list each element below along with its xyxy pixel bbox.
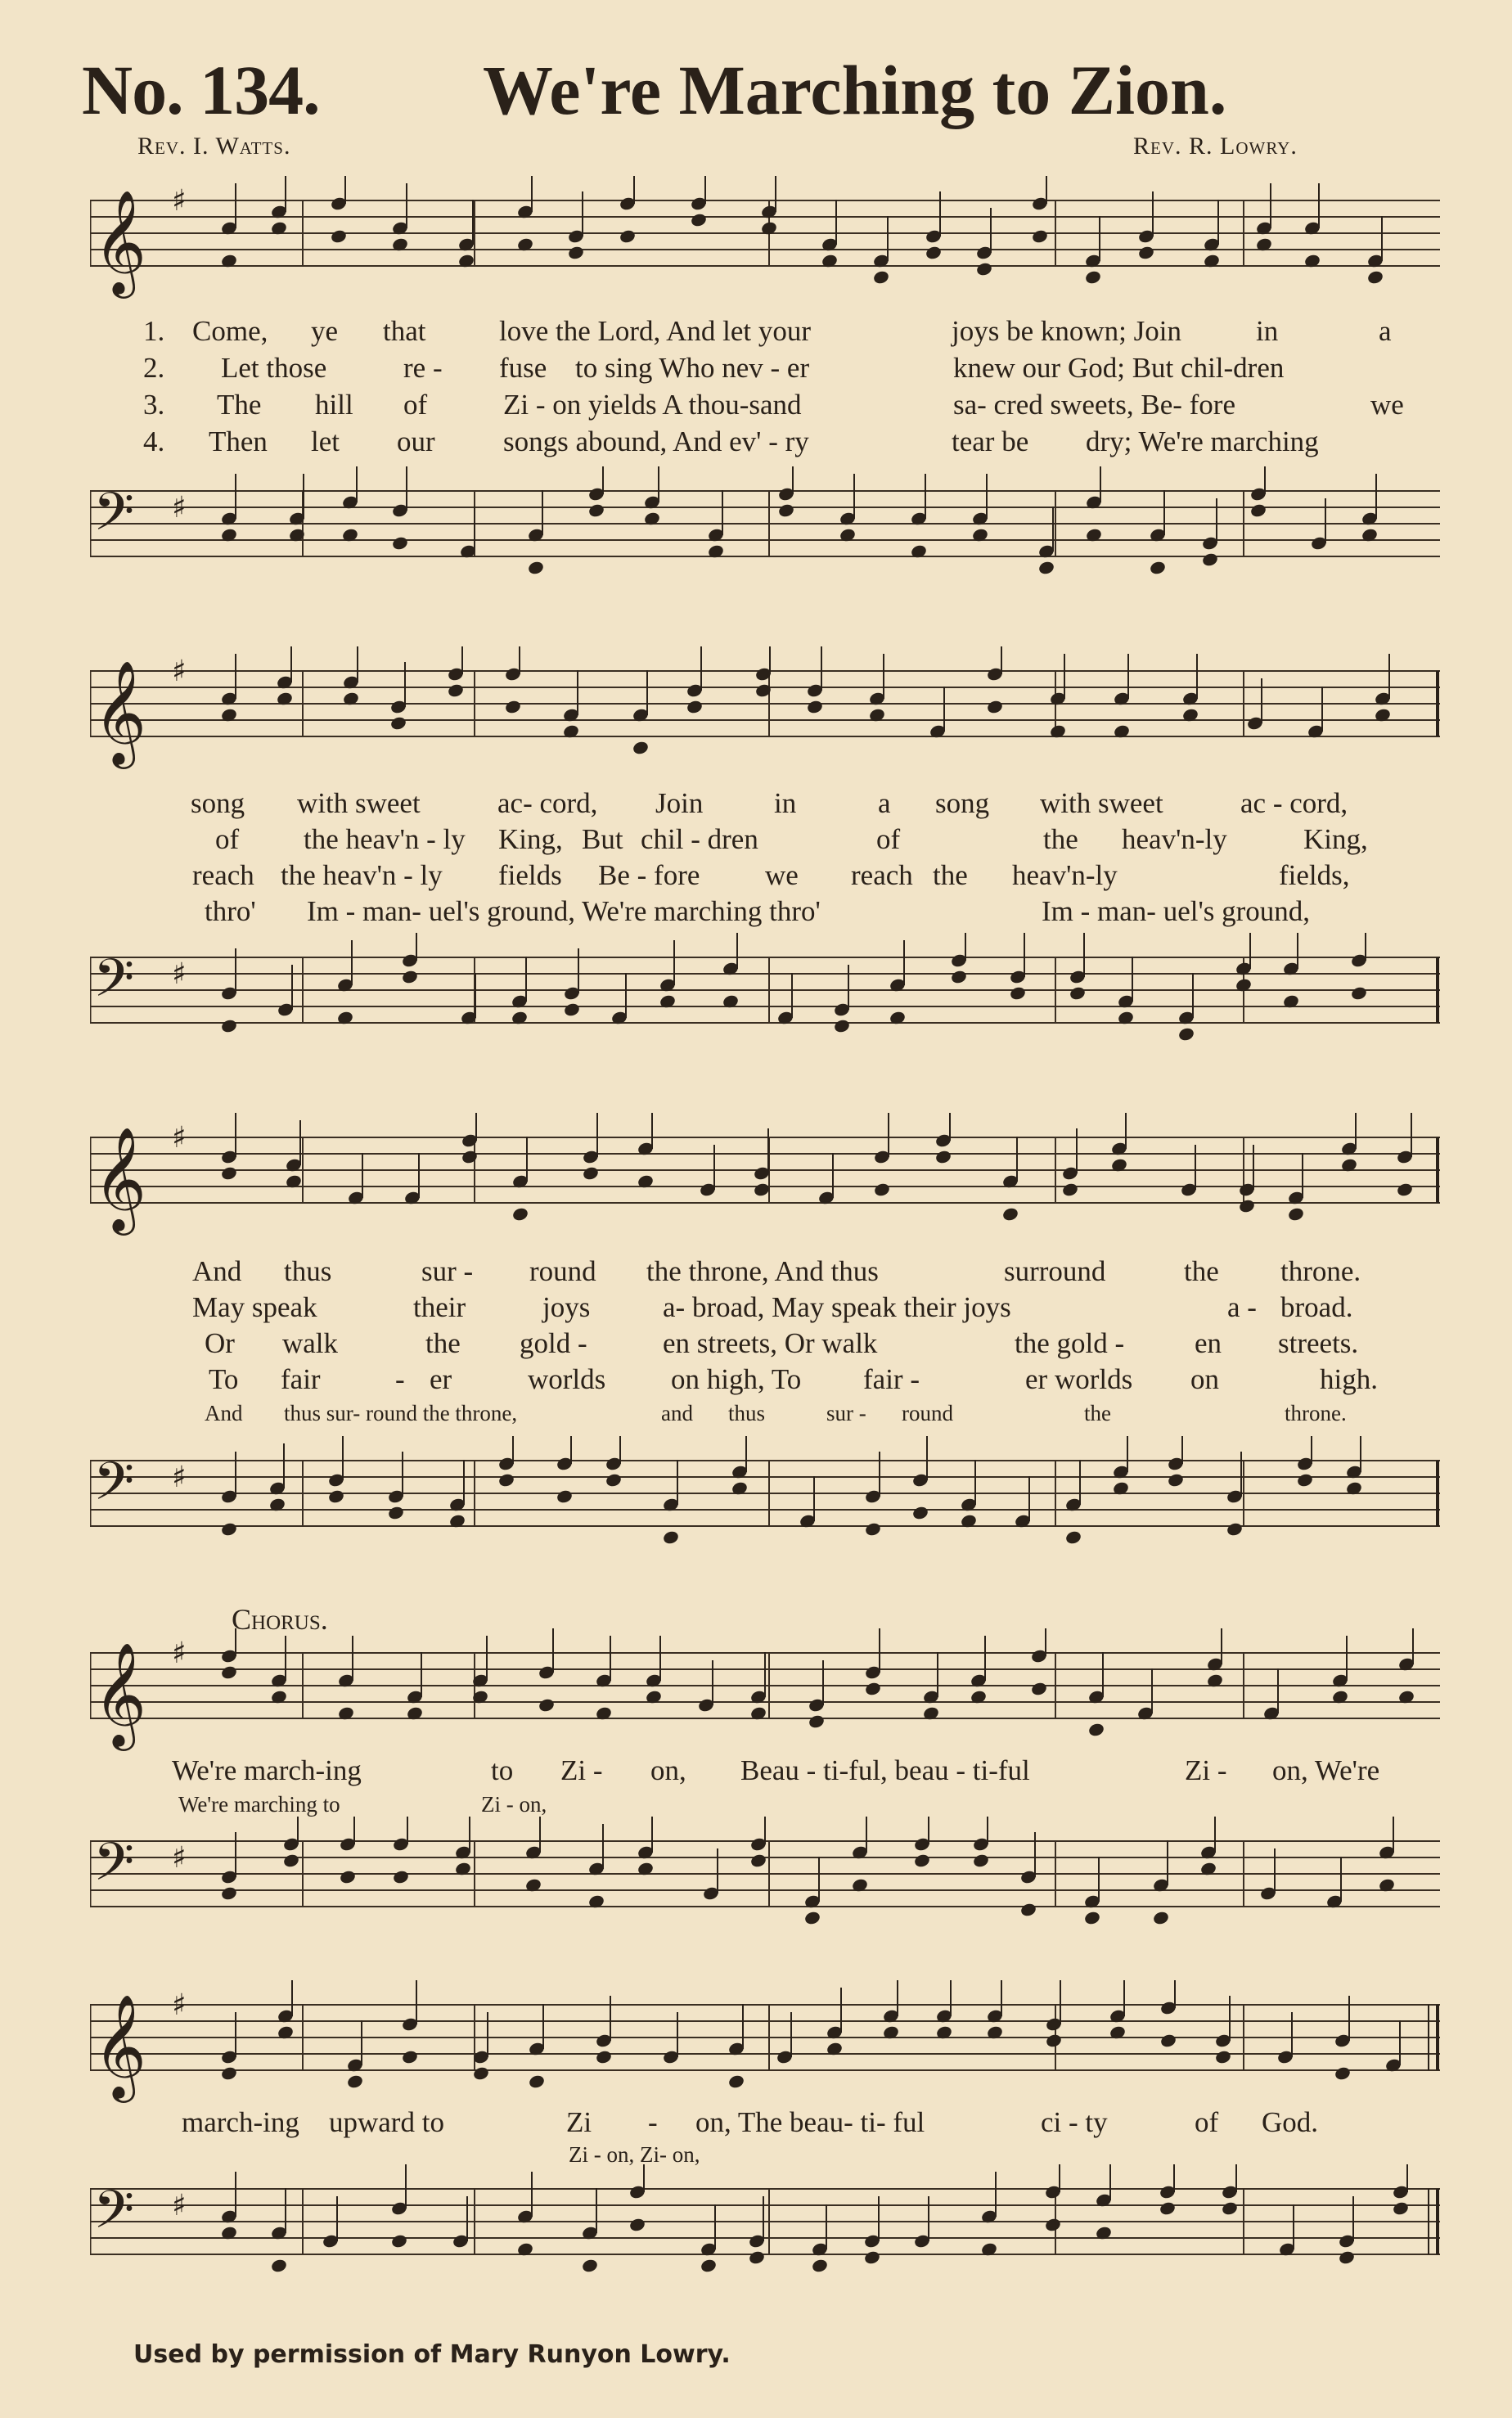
verse-2-line — [143, 352, 1285, 385]
notehead — [1167, 1472, 1185, 1488]
lyric-word: And — [205, 1401, 243, 1425]
lyric-word: march-ing — [182, 2106, 299, 2138]
lyric-word: Come, — [192, 315, 268, 347]
lyric-word: Beau - ti-ful, beau - ti-ful — [740, 1754, 1030, 1786]
notehead — [387, 1505, 405, 1520]
treble-staff — [90, 1113, 1440, 1244]
notehead — [389, 715, 407, 731]
notehead — [391, 535, 409, 551]
lyric-word: worlds — [528, 1363, 606, 1395]
bass-staff — [90, 1817, 1440, 1947]
notehead — [1296, 1472, 1314, 1488]
notehead — [833, 1018, 851, 1033]
lyric-word: thus — [728, 1401, 766, 1425]
lyric-word: and — [661, 1401, 693, 1425]
lyric-word: King, — [498, 823, 563, 855]
treble-staff — [90, 1628, 1440, 1759]
lyric-word: ci - ty — [1041, 2106, 1108, 2138]
lyric-word: in — [1256, 315, 1279, 347]
lyric-word: sur - — [826, 1401, 866, 1425]
chorus-line-2 — [182, 2106, 1319, 2139]
notehead — [563, 1002, 581, 1017]
lyric-word: we — [765, 859, 799, 891]
treble-clef-icon: 𝄞 — [93, 660, 147, 764]
bass-clef-icon: 𝄢 — [93, 482, 135, 556]
lyric-word: of — [215, 823, 240, 855]
lyric-word: Im - man- uel's ground, — [1042, 895, 1311, 927]
system-2-verse-4 — [205, 895, 1311, 928]
lyric-word: ac - cord, — [1240, 787, 1348, 819]
notehead — [1249, 502, 1267, 518]
lyric-word: reach — [192, 859, 254, 891]
bass-staff — [90, 933, 1440, 1064]
lyric-word: with sweet — [1040, 787, 1163, 819]
lyric-word: er worlds — [1025, 1363, 1133, 1395]
verse-number: 3. — [143, 389, 165, 421]
notehead — [1338, 2249, 1356, 2265]
system-3-verse-4 — [209, 1363, 1378, 1396]
notehead — [220, 1664, 238, 1680]
lyric-word: reach — [851, 859, 913, 891]
lyric-word: May speak — [192, 1291, 317, 1323]
lyric-word: fields — [498, 859, 562, 891]
treble-clef-icon: 𝄞 — [93, 1641, 147, 1746]
notehead — [282, 1853, 300, 1868]
notehead — [1214, 2049, 1232, 2065]
lyric-word: Let those — [221, 352, 327, 384]
notehead — [864, 1521, 882, 1537]
notehead — [447, 682, 465, 698]
lyric-word: on — [1190, 1363, 1219, 1395]
lyric-word: The — [217, 389, 262, 421]
lyric-word: hill — [315, 389, 353, 421]
notehead — [1061, 1182, 1079, 1197]
notehead — [1030, 1681, 1048, 1696]
lyric-word: We're marching to — [178, 1792, 340, 1817]
notehead — [511, 1206, 529, 1222]
notehead — [270, 2258, 288, 2273]
treble-staff — [90, 1980, 1440, 2111]
notehead — [1044, 2217, 1062, 2232]
sharp-icon: ♯ — [172, 1121, 187, 1155]
lyric-word: broad. — [1280, 1291, 1353, 1323]
lyric-word: to sing Who nev - er — [575, 352, 810, 384]
lyric-word: of — [876, 823, 901, 855]
chorus-line-1 — [172, 1754, 1380, 1787]
notehead — [567, 245, 585, 260]
lyric-word: joys — [542, 1291, 591, 1323]
notehead — [1350, 985, 1368, 1001]
lyric-word: Zi — [566, 2106, 592, 2138]
verse-number: 2. — [143, 352, 165, 384]
notehead — [1045, 2033, 1063, 2048]
bass-clef-icon: 𝄢 — [93, 1832, 135, 1906]
notehead — [1137, 245, 1155, 260]
sharp-icon: ♯ — [172, 1637, 187, 1670]
notehead — [605, 1472, 623, 1488]
notehead — [401, 969, 419, 984]
lyric-word: to — [491, 1754, 514, 1786]
lyric-word: song — [935, 787, 990, 819]
notehead — [934, 1149, 952, 1164]
notehead — [808, 1713, 826, 1729]
lyric-word: the — [933, 859, 968, 891]
notehead — [220, 1018, 238, 1033]
notehead — [806, 699, 824, 714]
sharp-icon: ♯ — [172, 1988, 187, 2022]
lyric-word: en streets, Or walk — [663, 1327, 878, 1359]
notehead — [392, 1869, 410, 1884]
treble-clef-icon: 𝄞 — [93, 1126, 147, 1231]
notehead — [1069, 985, 1087, 1001]
system-2-verse-2 — [215, 823, 1368, 856]
notehead — [1177, 1026, 1195, 1042]
treble-staff — [90, 176, 1440, 307]
notehead — [595, 2049, 613, 2065]
lyric-word: Zi - on yields A thou-sand — [503, 389, 802, 421]
sharp-icon: ♯ — [172, 655, 187, 688]
notehead — [587, 502, 605, 518]
lyric-word: fair - — [863, 1363, 920, 1395]
notehead — [727, 2074, 745, 2089]
notehead — [628, 2217, 646, 2232]
lyric-word: streets. — [1278, 1327, 1359, 1359]
notehead — [950, 969, 968, 984]
lyric-word: of — [1195, 2106, 1219, 2138]
lyric-word: on, — [650, 1754, 686, 1786]
system-3-verse-2 — [192, 1291, 1353, 1324]
notehead — [619, 228, 637, 244]
lyric-word: love the Lord, And let your — [499, 315, 812, 347]
notehead — [748, 2249, 766, 2265]
lyric-word: in — [774, 787, 797, 819]
notehead — [1037, 560, 1055, 575]
notehead — [1152, 1910, 1170, 1925]
notehead — [1366, 269, 1384, 285]
verse-4-line — [143, 426, 1319, 458]
system-3-verse-1 — [192, 1255, 1361, 1288]
lyric-word: the gold - — [1015, 1327, 1125, 1359]
music-credit: Rev. R. Lowry. — [1133, 133, 1298, 160]
notehead — [662, 1529, 680, 1545]
verse-1-line — [143, 315, 1392, 348]
notehead — [1083, 1910, 1101, 1925]
verse-number: 1. — [143, 315, 165, 347]
notehead — [461, 1149, 479, 1164]
permission-note: Used by permission of Mary Runyon Lowry. — [133, 2340, 731, 2369]
lyric-word: a - — [1227, 1291, 1257, 1323]
lyric-word: Zi - — [560, 1754, 603, 1786]
notehead — [556, 1488, 574, 1504]
lyric-word: Zi - — [1185, 1754, 1227, 1786]
lyric-word: ye — [311, 315, 339, 347]
lyric-word: fields, — [1279, 859, 1350, 891]
system-3-alto-line — [205, 1401, 1347, 1426]
hymn-title: We're Marching to Zion. — [483, 51, 1227, 129]
lyric-word: - — [395, 1363, 405, 1395]
lyric-word: throne. — [1285, 1401, 1347, 1425]
lyric-word: fair — [281, 1363, 321, 1395]
treble-clef-icon: 𝄞 — [93, 189, 147, 294]
notehead — [497, 1472, 515, 1488]
treble-clef-icon: 𝄞 — [93, 1993, 147, 2098]
lyric-word: Im - man- uel's ground, We're marching thro' — [307, 895, 821, 927]
notehead — [528, 2074, 546, 2089]
notehead — [1287, 1206, 1305, 1222]
notehead — [1159, 2200, 1177, 2216]
lyric-word: thus — [284, 1255, 332, 1287]
lyric-word: high. — [1320, 1363, 1378, 1395]
bass-clef-icon: 𝄢 — [93, 1452, 135, 1525]
notehead — [1009, 985, 1027, 1001]
lyric-word: the — [1043, 823, 1078, 855]
lyric-word: joys be known; Join — [952, 315, 1181, 347]
notehead — [700, 2258, 718, 2273]
lyric-word: walk — [282, 1327, 339, 1359]
notehead — [1201, 552, 1219, 567]
lyric-word: Be - fore — [598, 859, 700, 891]
lyric-word: the heav'n - ly — [281, 859, 443, 891]
lyric-word: their — [413, 1291, 466, 1323]
bass-staff — [90, 1436, 1440, 1567]
lyric-word: let — [311, 426, 340, 457]
notehead — [913, 1853, 931, 1868]
lyric-word: song — [191, 787, 245, 819]
lyric-word: er — [430, 1363, 452, 1395]
notehead — [220, 1885, 238, 1901]
notehead — [220, 1521, 238, 1537]
notehead — [777, 502, 795, 518]
verse-number: 4. — [143, 426, 165, 457]
chorus-label: Chorus. — [232, 1603, 328, 1636]
notehead — [1087, 1722, 1105, 1737]
notehead — [864, 1681, 882, 1696]
lyric-word: thro' — [205, 895, 256, 927]
notehead — [753, 1182, 771, 1197]
lyric-word: chil - dren — [641, 823, 758, 855]
lyric-word: round — [902, 1401, 953, 1425]
lyric-word: God. — [1262, 2106, 1319, 2138]
notehead — [1064, 1529, 1082, 1545]
notehead — [632, 740, 650, 755]
notehead — [690, 212, 708, 227]
chorus-bass-line-2: Zi - on, Zi- on, — [569, 2142, 700, 2167]
notehead — [872, 269, 890, 285]
lyric-word: fuse — [499, 352, 547, 384]
notehead — [220, 1165, 238, 1181]
lyric-word: But — [582, 823, 623, 855]
notehead — [1019, 1902, 1037, 1917]
sharp-icon: ♯ — [172, 1841, 187, 1875]
notehead — [527, 560, 545, 575]
lyric-word: that — [383, 315, 426, 347]
verse-3-line — [143, 389, 1404, 421]
notehead — [339, 1869, 357, 1884]
lyric-word: dry; We're marching — [1086, 426, 1319, 457]
lyric-word: throne. — [1280, 1255, 1361, 1287]
notehead — [811, 2258, 829, 2273]
sharp-icon: ♯ — [172, 957, 187, 991]
lyric-word: We're march-ing — [172, 1754, 362, 1786]
lyric-word: heav'n-ly — [1122, 823, 1227, 855]
lyric-word: a — [878, 787, 891, 819]
notehead — [1159, 2033, 1177, 2048]
notehead — [1226, 1521, 1244, 1537]
sharp-icon: ♯ — [172, 2189, 187, 2222]
lyric-word: the — [1184, 1255, 1219, 1287]
sharp-icon: ♯ — [172, 184, 187, 218]
lyric-word: the throne, And thus — [646, 1255, 879, 1287]
lyric-word: Or — [205, 1327, 235, 1359]
notehead — [686, 699, 704, 714]
bass-staff — [90, 2164, 1440, 2295]
lyric-word: surround — [1004, 1255, 1106, 1287]
lyric-word: on, The beau- ti- ful — [695, 2106, 925, 2138]
lyric-word: en — [1195, 1327, 1222, 1359]
notehead — [972, 1853, 990, 1868]
notehead — [346, 2074, 364, 2089]
words-credit: Rev. I. Watts. — [137, 133, 291, 160]
lyric-word: Zi - on, — [481, 1792, 547, 1817]
lyric-word: of — [403, 389, 428, 421]
lyric-word: with sweet — [297, 787, 421, 819]
notehead — [803, 1910, 821, 1925]
notehead — [582, 1165, 600, 1181]
notehead — [390, 2233, 408, 2249]
lyric-word: on, We're — [1272, 1754, 1380, 1786]
lyric-word: the — [1084, 1401, 1111, 1425]
treble-staff — [90, 646, 1440, 777]
lyric-word: knew our God; But chil-dren — [953, 352, 1285, 384]
notehead — [1221, 2200, 1239, 2216]
chorus-bass-line-1 — [178, 1792, 547, 1817]
lyric-word: Then — [209, 426, 268, 457]
notehead — [401, 2049, 419, 2065]
notehead — [581, 2258, 599, 2273]
notehead — [975, 261, 993, 277]
sharp-icon: ♯ — [172, 491, 187, 525]
lyric-word: And — [192, 1255, 242, 1287]
sharp-icon: ♯ — [172, 1461, 187, 1494]
lyric-word: the — [425, 1327, 461, 1359]
lyric-word: we — [1370, 389, 1404, 421]
system-2-verse-1 — [191, 787, 1348, 820]
bass-staff — [90, 466, 1440, 597]
notehead — [538, 1697, 556, 1713]
lyric-word: - — [648, 2106, 658, 2138]
notehead — [1334, 2065, 1352, 2081]
system-3-verse-3 — [205, 1327, 1359, 1360]
notehead — [504, 699, 522, 714]
lyric-word: thus sur- round the throne, — [284, 1401, 518, 1425]
lyric-word: To — [209, 1363, 239, 1395]
notehead — [863, 2249, 881, 2265]
notehead — [1392, 2200, 1410, 2216]
lyric-word: re - — [403, 352, 443, 384]
system-2-verse-3 — [192, 859, 1350, 892]
lyric-word: on high, To — [671, 1363, 802, 1395]
notehead — [873, 1182, 891, 1197]
bass-clef-icon: 𝄢 — [93, 948, 135, 1022]
lyric-word: heav'n-ly — [1012, 859, 1118, 891]
lyric-word: the heav'n - ly — [304, 823, 466, 855]
hymn-number: No. 134. — [82, 51, 320, 129]
lyric-word: sur - — [421, 1255, 474, 1287]
notehead — [1031, 228, 1049, 244]
lyric-word: Join — [655, 787, 704, 819]
notehead — [925, 245, 943, 260]
notehead — [1238, 1198, 1256, 1214]
notehead — [1084, 269, 1102, 285]
lyric-word: sa- cred sweets, Be- fore — [953, 389, 1235, 421]
lyric-word: songs abound, And ev' - ry — [503, 426, 809, 457]
notehead — [749, 1853, 767, 1868]
notehead — [911, 1505, 929, 1520]
notehead — [330, 228, 348, 244]
lyric-word: King, — [1303, 823, 1368, 855]
notehead — [1001, 1206, 1019, 1222]
lyric-word: round — [529, 1255, 596, 1287]
lyric-word: gold - — [520, 1327, 587, 1359]
notehead — [986, 699, 1004, 714]
lyric-word: tear be — [952, 426, 1029, 457]
lyric-word: a- broad, May speak their joys — [663, 1291, 1011, 1323]
notehead — [1149, 560, 1167, 575]
lyric-word: our — [397, 426, 435, 457]
notehead — [220, 2065, 238, 2081]
bass-clef-icon: 𝄢 — [93, 2180, 135, 2254]
lyric-word: upward to — [329, 2106, 444, 2138]
lyric-word: ac- cord, — [497, 787, 598, 819]
lyric-word: a — [1379, 315, 1392, 347]
notehead — [1396, 1182, 1414, 1197]
notehead — [327, 1488, 345, 1504]
